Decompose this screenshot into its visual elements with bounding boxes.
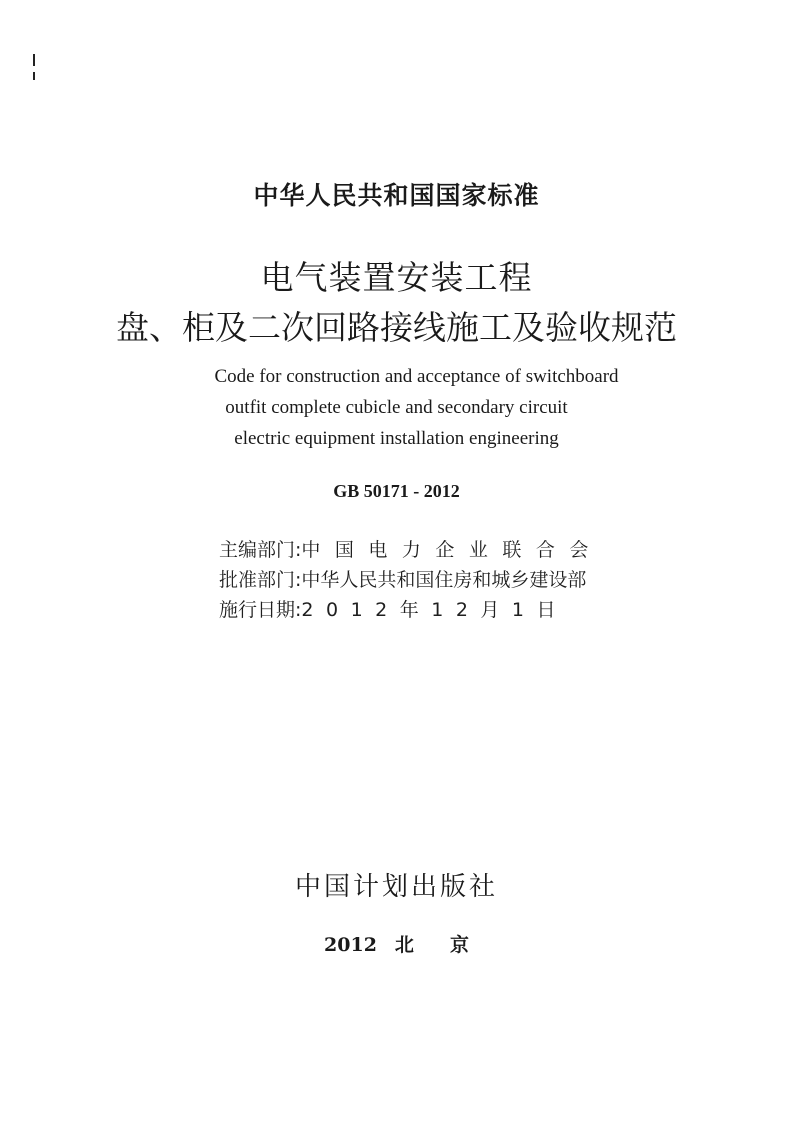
approver-value: 中华人民共和国住房和城乡建设部	[301, 569, 587, 591]
publication-place	[0, 930, 793, 957]
english-title-line-1: Code for construction and acceptance of switchboard	[214, 366, 619, 387]
chief-editor-value: 中国电力企业联合会	[301, 539, 603, 561]
english-title-line-2: outfit complete cubicle and secondary circuit	[225, 397, 568, 418]
chief-editor-row	[219, 535, 603, 562]
approver-label: 批准部门:	[219, 569, 302, 591]
scan-mark	[33, 54, 35, 66]
national-standard-heading: 中华人民共和国国家标准	[253, 181, 540, 210]
publisher-name: 中国计划出版社	[294, 872, 498, 902]
effective-date-value: 2012年12月1日	[301, 599, 569, 621]
approver-row	[219, 565, 586, 592]
title-line-2: 盘、柜及二次回路接线施工及验收规范	[116, 308, 677, 347]
publication-year: 2012	[324, 934, 377, 956]
effective-date-row	[219, 595, 568, 622]
city-part-2: 京	[449, 934, 469, 956]
english-title-line-3: electric equipment installation engineering	[234, 428, 559, 449]
effective-date-label: 施行日期:	[219, 599, 302, 621]
scan-mark	[33, 72, 35, 80]
title-line-1: 电气装置安装工程	[260, 258, 533, 297]
chief-editor-label: 主编部门:	[219, 539, 302, 561]
standard-number: GB 50171 - 2012	[333, 481, 460, 501]
city-part-1: 北	[394, 934, 414, 956]
